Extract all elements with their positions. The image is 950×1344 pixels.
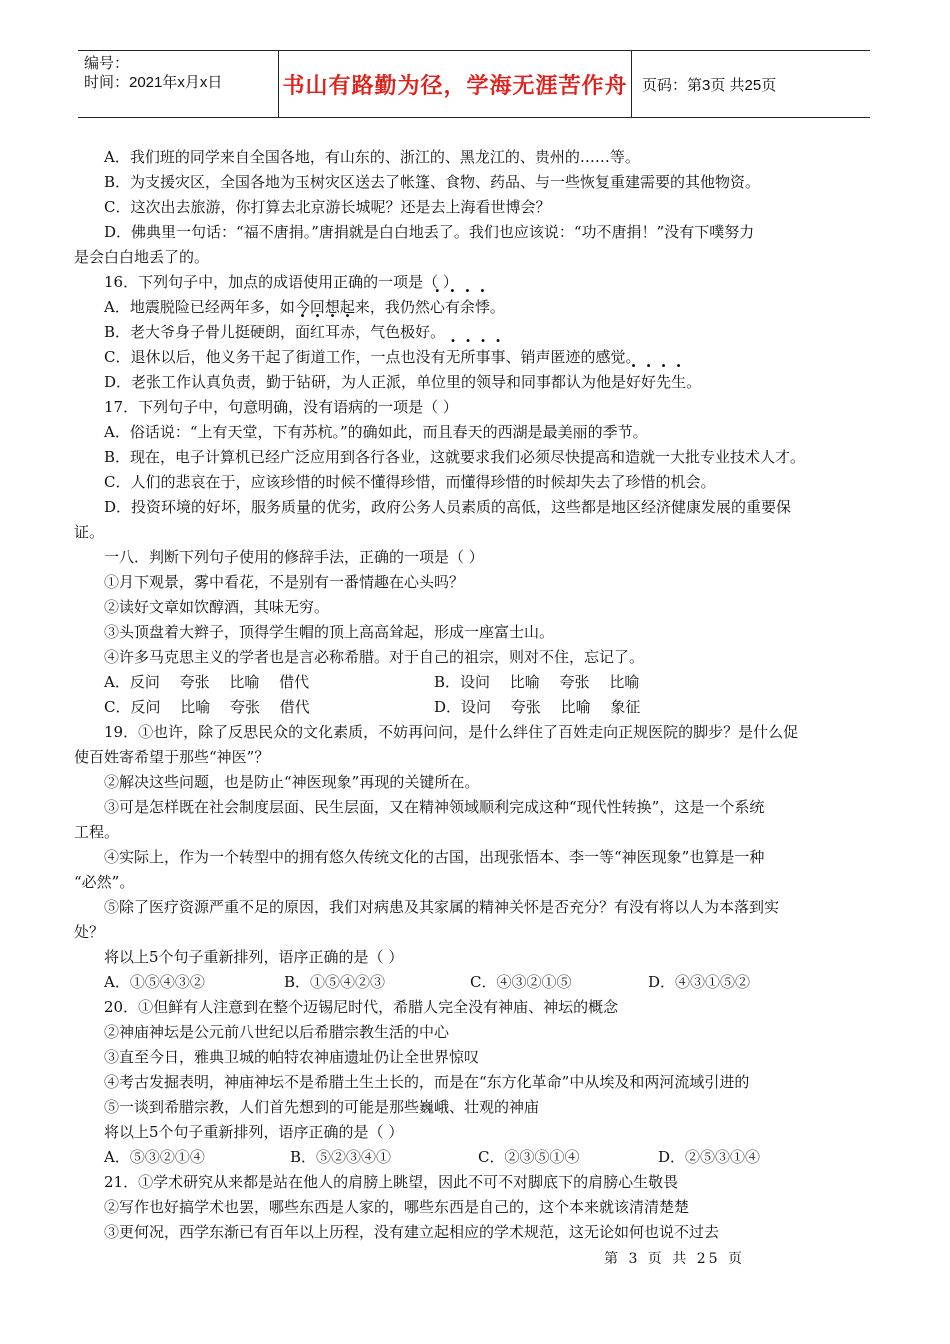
line-text-pre: A．地震脱险已经两年多，如今回想起来，我仍然 [104,298,430,316]
text-line: 16．下列句子中，加点的成语使用正确的一项是（ ） [104,273,458,291]
answer-option: A．反问 夸张 比喻 借代 [104,673,310,691]
emphasis-char: 好 [626,373,642,391]
text-line: 20．①但鲜有人注意到在整个迈锡尼时代，希腊人完全没有神庙、神坛的概念 [104,998,619,1016]
answer-option: B．设问 比喻 夸张 比喻 [434,673,640,691]
dotted-idiom [430,298,490,316]
emphasis-char: 好 [641,373,657,391]
text-line: ③直至今日，雅典卫城的帕特农神庙遗址仍让全世界惊叹 [104,1048,480,1066]
line-text-post: 、销声匿迹的感觉。 [505,348,641,366]
line-text-post: 。 [686,373,702,391]
text-line [74,670,882,695]
text-line: B．现在，电子计算机已经广泛应用到各行各业，这就要求我们必须尽快提高和造就一大批专业技术人才。 [104,448,806,466]
header-meta [78,51,278,117]
emphasis-char: 心 [429,298,445,316]
text-line: D．投资环境的好坏，服务质量的优劣，政府公务人员素质的高低，这些都是地区经济健康发展的重要保 [104,498,792,516]
text-line: 17．下列句子中，句意明确，没有语病的一项是（ ） [104,398,458,416]
text-line: ④考古发掘表明，神庙神坛不是希腊土生土长的，而是在“东方化革命”中从埃及和两河流域引进的 [104,1073,750,1091]
emphasis-char: 先 [656,373,672,391]
answer-option: D．④③①⑤② [648,973,751,991]
text-line: ②读好文章如饮醇酒，其味无穷。 [104,598,330,616]
emphasis-char: 事 [475,348,491,366]
answer-option: D．②⑤③①④ [658,1148,761,1166]
text-line: ⑤一谈到希腊宗教，人们首先想到的可能是那些巍峨、壮观的神庙 [104,1098,540,1116]
text-line: ①月下观景，雾中看花，不是别有一番情趣在心头吗？ [104,573,465,591]
text-line [74,1145,882,1170]
text-line: 工程。 [74,823,120,841]
header-page-info: 页码：第3页 共25页 [642,76,777,94]
header-motto: 书山有路勤为径，学海无涯苦作舟 [278,51,632,117]
text-line: 将以上5个句子重新排列，语序正确的是（ ） [104,1123,404,1141]
text-line: 处？ [74,923,105,941]
answer-option: B．⑤②③④① [290,1148,392,1166]
page-header [78,50,870,118]
line-text-post: 。 [489,298,505,316]
text-line: 将以上5个句子重新排列，语序正确的是（ ） [104,948,404,966]
emphasis-char: 有 [444,298,460,316]
text-line: D．佛典里一句话：“福不唐捐。”唐捐就是白白地丢了。我们也应该说：“功不唐捐！”没有下噗努力 [104,223,755,241]
text-line: ③更何况，西学东渐已有百年以上历程，没有建立起相应的学术规范，这无论如何也说不过去 [104,1223,720,1241]
text-line: 一八．判断下列句子使用的修辞手法，正确的一项是（ ） [104,548,484,566]
text-line: B．为支援灾区，全国各地为玉树灾区送去了帐篷、食物、药品、与一些恢复重建需要的其他物资。 [104,173,761,191]
text-line: “必然”。 [74,873,135,891]
emphasis-char: 事 [490,348,506,366]
text-line: C．人们的悲哀在于，应该珍惜的时候不懂得珍惜，而懂得珍惜的时候却失去了珍惜的机会。 [104,473,716,491]
emphasis-char: 悸 [474,298,490,316]
dotted-idiom [295,323,355,341]
document-time-label: 时间：2021年x月x日 [84,74,223,91]
emphasis-char: 赤 [340,323,356,341]
text-line: 19．①也许，除了反思民众的文化素质，不妨再问问，是什么绊住了百姓走向正规医院的脚步？是什么促 [104,723,799,741]
emphasis-char: 余 [459,298,475,316]
dotted-idiom [445,348,505,366]
text-line [74,345,882,370]
text-line: ③可是怎样既在社会制度层面、民生层面，又在精神领域顺利完成这种“现代性转换”，这是一个系统 [104,798,765,816]
line-text-pre: D．老张工作认真负责，勤于钻研，为人正派，单位里的领导和同事都认为他是 [104,373,627,391]
text-line: ②神庙神坛是公元前八世纪以后希腊宗教生活的中心 [104,1023,450,1041]
text-line: ②写作也好搞学术也罢，哪些东西是人家的，哪些东西是自己的，这个本来就该清清楚楚 [104,1198,690,1216]
text-line: C．这次出去旅游，你打算去北京游长城呢？还是去上海看世博会？ [104,198,551,216]
text-line: A．俗话说：“上有天堂，下有苏杭。”的确如此，而且春天的西湖是最美丽的季节。 [104,423,648,441]
emphasis-char: 生 [671,373,687,391]
text-line [74,295,882,320]
text-line: 使百姓寄希望于那些“神医”？ [74,748,270,766]
text-line: ③头顶盘着大辫子，顶得学生帽的顶上高高耸起，形成一座富士山。 [104,623,555,641]
text-line: 证。 [74,523,105,541]
document-body [74,145,882,1245]
answer-option: C．反问 比喻 夸张 借代 [104,698,310,716]
answer-option: D．设问 夸张 比喻 象征 [434,698,641,716]
answer-option: C．④③②①⑤ [470,973,572,991]
answer-option: A．⑤③②①④ [104,1148,205,1166]
text-line [74,320,882,345]
text-line [74,695,882,720]
answer-option: C．②③⑤①④ [478,1148,580,1166]
emphasis-char: 所 [460,348,476,366]
page-footer: 第 3 页 共 25 页 [604,1251,745,1267]
text-line [74,370,882,395]
dotted-idiom [626,373,686,391]
text-line [74,970,882,995]
line-text-pre: B．老大爷身子骨儿挺硬朗， [104,323,296,341]
text-line: 21．①学术研究从来都是站在他人的肩膀上眺望，因此不可不对脚底下的肩膀心生敬畏 [104,1173,679,1191]
text-line: 是会白白地丢了的。 [74,248,210,266]
emphasis-char: 面 [295,323,311,341]
answer-option: B．①⑤④②③ [284,973,386,991]
text-line: ④许多马克思主义的学者也是言必称希腊。对于自己的祖宗，则对不住，忘记了。 [104,648,645,666]
text-line: A．我们班的同学来自全国各地，有山东的、浙江的、黑龙江的、贵州的……等。 [104,148,640,166]
answer-option: A．①⑤④③② [104,973,205,991]
document-number-label: 编号： [84,55,130,72]
emphasis-char: 耳 [325,323,341,341]
text-line: ②解决这些问题，也是防止“神医现象”再现的关键所在。 [104,773,480,791]
emphasis-char: 无 [445,348,461,366]
emphasis-char: 红 [310,323,326,341]
text-line: ⑤除了医疗资源严重不足的原因，我们对病患及其家属的精神关怀是否充分？有没有将以人为本落到实 [104,898,780,916]
line-text-pre: C．退休以后，他义务干起了街道工作，一点也没有 [104,348,446,366]
text-line: ④实际上，作为一个转型中的拥有悠久传统文化的古国，出现张悟本、李一等“神医现象”也算是一种 [104,848,765,866]
line-text-post: ，气色极好。 [355,323,446,341]
